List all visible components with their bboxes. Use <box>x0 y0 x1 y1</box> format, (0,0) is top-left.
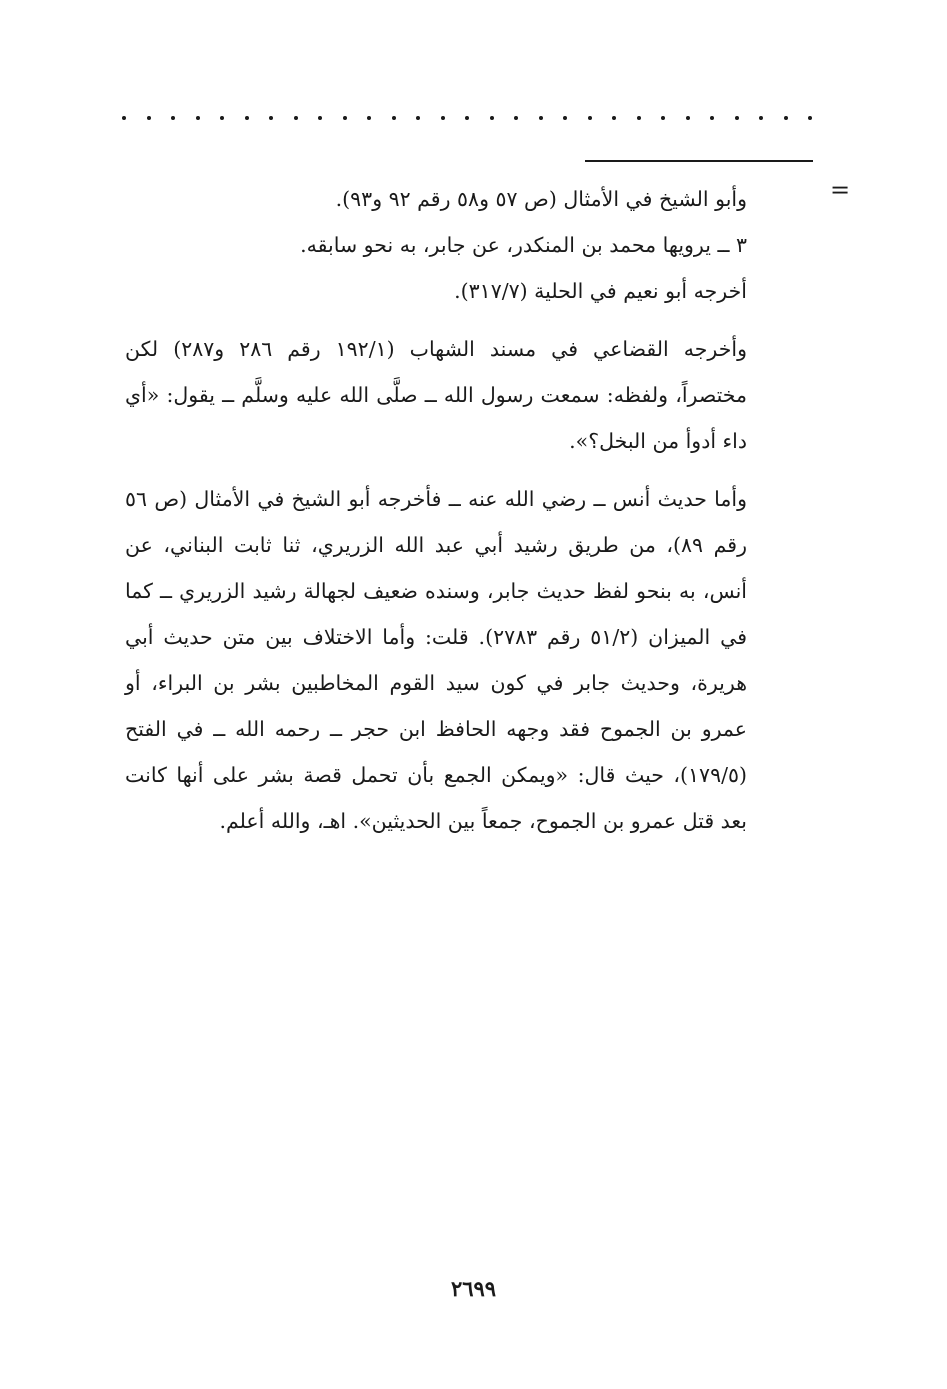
paragraph: أخرجه أبو نعيم في الحلية (٣١٧/٧). <box>454 279 747 303</box>
separator-dot <box>588 116 592 120</box>
dotted-separator <box>122 116 812 120</box>
paragraph: وأما حديث أنس ــ رضي الله عنه ــ فأخرجه أبو الشيخ في الأمثال (ص ٥٦ رقم ٨٩)، من طريق رشيد أبي عبد الله الزريري، ثنا ثابت البناني، عن أنس، به بنحو لفظ حديث جابر، وسنده ضعيف لجهالة رشيد الزريري ــ كما في الميزان (٥١/٢ رقم ٢٧٨٣). قلت: وأما الاختلاف بين متن حديث أبي هريرة، وحديث جابر في كون سيد القوم المخاطبين بشر بن البراء، أو عمرو بن الجموح فقد وجهه الحافظ ابن حجر ــ رحمه الله ــ في الفتح (١٧٩/٥)، حيث قال: «ويمكن الجمع بأن تحمل قصة بشر على أنها كانت بعد قتل عمرو بن الجموح، جمعاً بين الحديثين». اهـ، والله أعلم. <box>125 487 748 833</box>
separator-dot <box>759 116 763 120</box>
paragraph: ٣ ــ يرويها محمد بن المنكدر، عن جابر، به نحو سابقه. <box>300 233 747 257</box>
continuation-mark: = <box>830 176 851 204</box>
separator-dot <box>490 116 494 120</box>
paragraph: وأخرجه القضاعي في مسند الشهاب (١٩٢/١ رقم ٢٨٦ و٢٨٧) لكن مختصراً، ولفظه: سمعت رسول الله ــ صلَّى الله عليه وسلَّم ــ يقول: «أي داء أدوأ من البخل؟». <box>125 337 747 453</box>
paragraph: وأبو الشيخ في الأمثال (ص ٥٧ و٥٨ رقم ٩٢ و٩٣). <box>335 187 747 211</box>
separator-dot <box>367 116 371 120</box>
separator-dot <box>514 116 518 120</box>
separator-dot <box>563 116 567 120</box>
separator-dot <box>245 116 249 120</box>
separator-dot <box>637 116 641 120</box>
separator-dot <box>343 116 347 120</box>
footnote-rule <box>585 160 813 162</box>
separator-dot <box>686 116 690 120</box>
page-number: ٢٦٩٩ <box>450 1276 497 1301</box>
separator-dot <box>661 116 665 120</box>
separator-dot <box>122 116 126 120</box>
separator-dot <box>784 116 788 120</box>
separator-dot <box>735 116 739 120</box>
separator-dot <box>196 116 200 120</box>
separator-dot <box>612 116 616 120</box>
separator-dot <box>710 116 714 120</box>
footnote-text <box>125 176 747 844</box>
separator-dot <box>171 116 175 120</box>
separator-dot <box>392 116 396 120</box>
separator-dot <box>416 116 420 120</box>
separator-dot <box>539 116 543 120</box>
separator-dot <box>318 116 322 120</box>
separator-dot <box>269 116 273 120</box>
separator-dot <box>294 116 298 120</box>
separator-dot <box>220 116 224 120</box>
separator-dot <box>147 116 151 120</box>
separator-dot <box>808 116 812 120</box>
separator-dot <box>465 116 469 120</box>
separator-dot <box>441 116 445 120</box>
